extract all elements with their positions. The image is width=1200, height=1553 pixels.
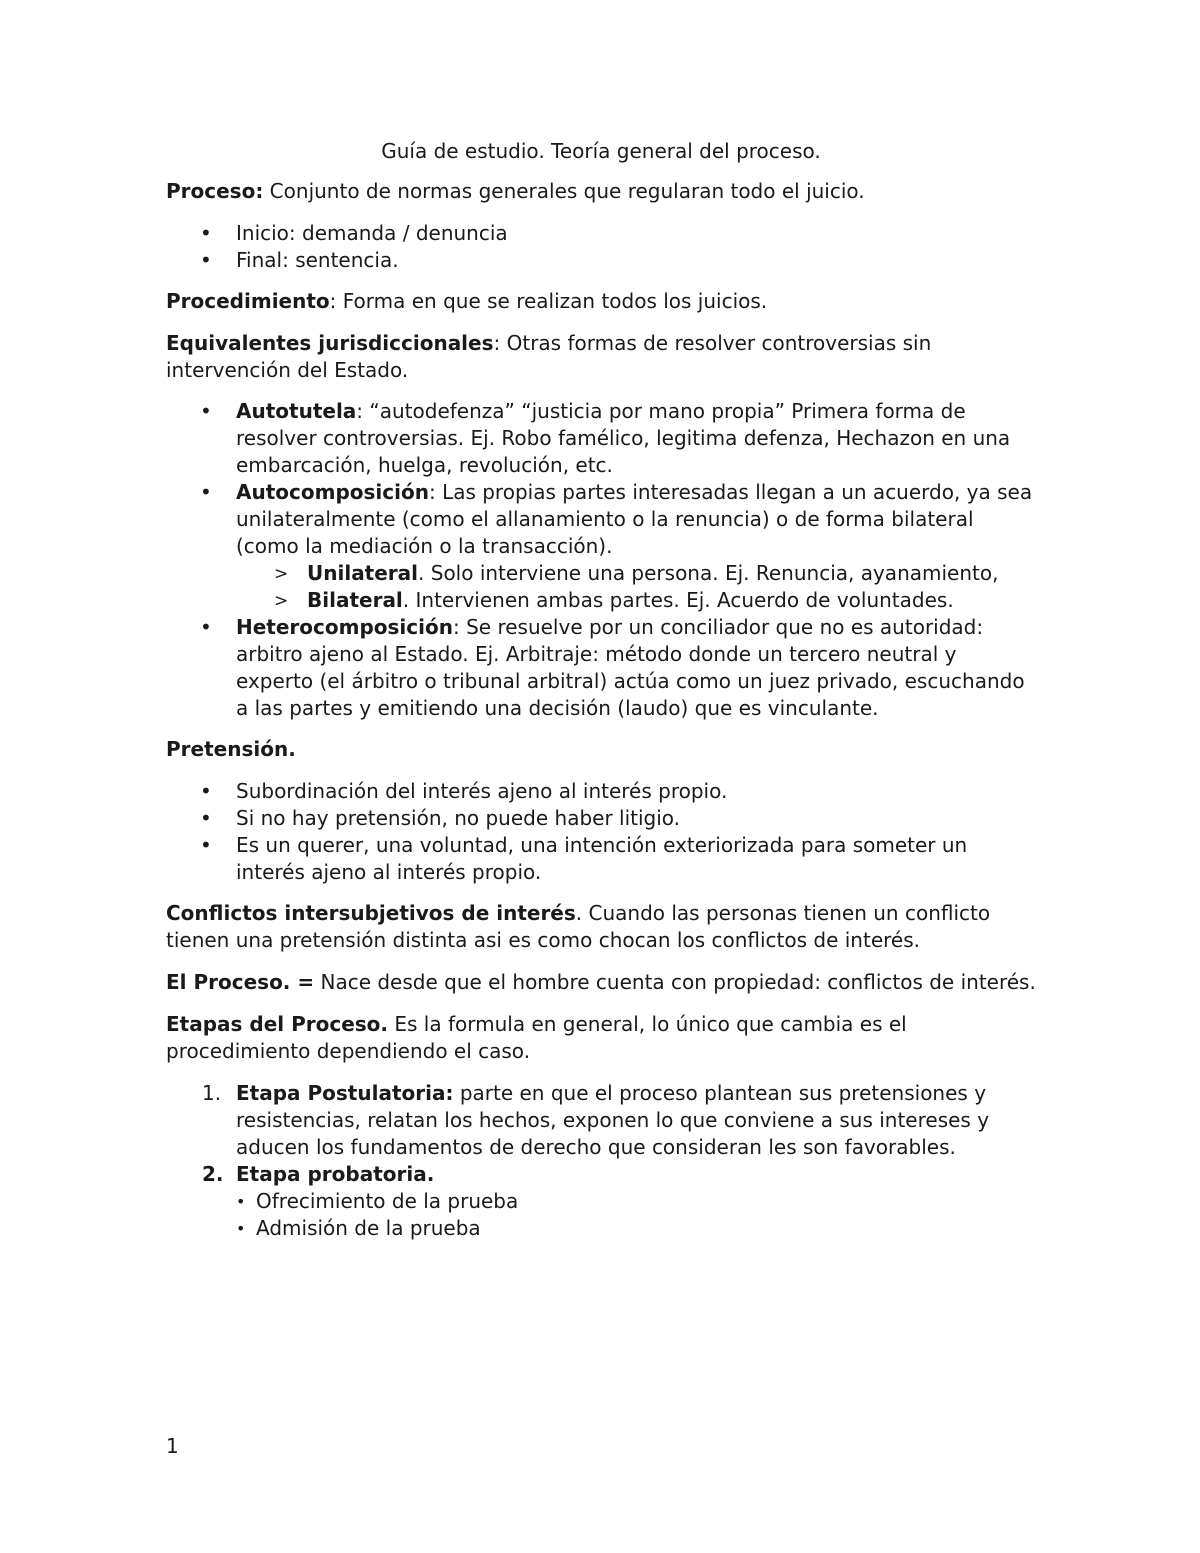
conflictos-paragraph: Conflictos intersubjetivos de interés. Cuando las personas tienen un conflicto tienen una pretensión distinta asi es como chocan los conflictos de interés. xyxy=(166,901,991,952)
etapas-list xyxy=(166,1080,1036,1242)
bullet-icon: • xyxy=(200,833,212,857)
document-page xyxy=(166,138,1036,1242)
bullet-icon: • xyxy=(200,806,212,830)
list-item-autotutela: • Autotutela: “autodefenza” “justicia por mano propia” Primera forma de resolver controversias. Ej. Robo famélico, legitima defenza, Hechazon en una embarcación, huelga, revolución, etc. xyxy=(200,399,1011,477)
equivalentes-list xyxy=(166,398,1036,722)
page-number: 1 xyxy=(166,1434,179,1458)
procedimiento-definition: : Forma en que se realizan todos los juicios. xyxy=(329,289,768,313)
proceso-term: Proceso: xyxy=(166,179,264,203)
sublist-item-bilateral: > Bilateral. Intervienen ambas partes. Ej. Acuerdo de voluntades. xyxy=(236,587,1036,614)
list-item: • Es un querer, una voluntad, una intención exteriorizada para someter un interés ajeno al interés propio. xyxy=(200,833,968,884)
pretension-list xyxy=(166,778,1036,886)
list-item: • Final: sentencia. xyxy=(200,248,399,272)
elproceso-paragraph: El Proceso. = Nace desde que el hombre cuenta con propiedad: conflictos de interés. xyxy=(166,970,1036,994)
proceso-definition: Conjunto de normas generales que regularan todo el juicio. xyxy=(263,179,865,203)
probatoria-sublist xyxy=(236,1188,1036,1242)
autocomposicion-sublist xyxy=(236,560,1036,614)
procedimiento-term: Procedimiento xyxy=(166,289,330,313)
bullet-icon: • xyxy=(200,480,212,504)
document-title: Guía de estudio. Teoría general del proceso. xyxy=(381,139,821,163)
sublist-item: • Admisión de la prueba xyxy=(236,1216,481,1240)
pretension-heading: Pretensión. xyxy=(166,737,296,761)
list-item-autocomposicion: • Autocomposición: Las propias partes interesadas llegan a un acuerdo, ya sea unilateralmente (como el allanamiento o la renuncia) o de forma bilateral (como la mediación o la transacción). > Unilateral. Solo interviene una persona. Ej. Renuncia, ayanamiento, > Bilateral. Intervienen ambas partes. Ej. Acuerdo de voluntades. xyxy=(166,479,1036,614)
equivalentes-definition: : Otras formas de resolver controversias sin intervención del Estado. xyxy=(166,331,932,382)
bullet-icon: • xyxy=(200,399,212,423)
equivalentes-paragraph xyxy=(166,330,1036,384)
sublist-item: • Ofrecimiento de la prueba xyxy=(236,1189,519,1213)
list-item-heterocomposicion: • Heterocomposición: Se resuelve por un conciliador que no es autoridad: arbitro ajeno al Estado. Ej. Arbitraje: método donde un tercero neutral y experto (el árbitro o tribunal arbitral) actúa como un juez privado, escuchando a las partes y emitiendo una decisión (laudo) que es vinculante. xyxy=(200,615,1025,720)
bullet-icon: • xyxy=(236,1219,246,1238)
list-item-postulatoria: 1. Etapa Postulatoria: parte en que el proceso plantean sus pretensiones y resistencias, relatan los hechos, exponen lo que conviene a sus intereses y aducen los fundamentos de derecho que consideran les son favorables. xyxy=(202,1081,990,1159)
equivalentes-term: Equivalentes jurisdiccionales xyxy=(166,331,494,355)
procedimiento-paragraph xyxy=(166,288,1036,315)
list-item: • Si no hay pretensión, no puede haber litigio. xyxy=(200,806,681,830)
arrow-bullet-icon: > xyxy=(274,591,289,611)
bullet-icon: • xyxy=(200,615,212,639)
list-item-probatoria: 2. Etapa probatoria. • Ofrecimiento de la prueba • Admisión de la prueba xyxy=(166,1161,1036,1242)
arrow-bullet-icon: > xyxy=(274,564,289,584)
sublist-item-unilateral: > Unilateral. Solo interviene una persona. Ej. Renuncia, ayanamiento, xyxy=(236,560,1036,587)
list-item: • Inicio: demanda / denuncia xyxy=(200,221,508,245)
bullet-icon: • xyxy=(200,779,212,803)
etapas-paragraph: Etapas del Proceso. Es la formula en general, lo único que cambia es el procedimiento dependiendo el caso. xyxy=(166,1012,907,1063)
proceso-paragraph xyxy=(166,178,1036,205)
proceso-list xyxy=(166,220,1036,274)
bullet-icon: • xyxy=(200,248,212,272)
bullet-icon: • xyxy=(236,1192,246,1211)
list-item: • Subordinación del interés ajeno al interés propio. xyxy=(200,779,728,803)
bullet-icon: • xyxy=(200,221,212,245)
